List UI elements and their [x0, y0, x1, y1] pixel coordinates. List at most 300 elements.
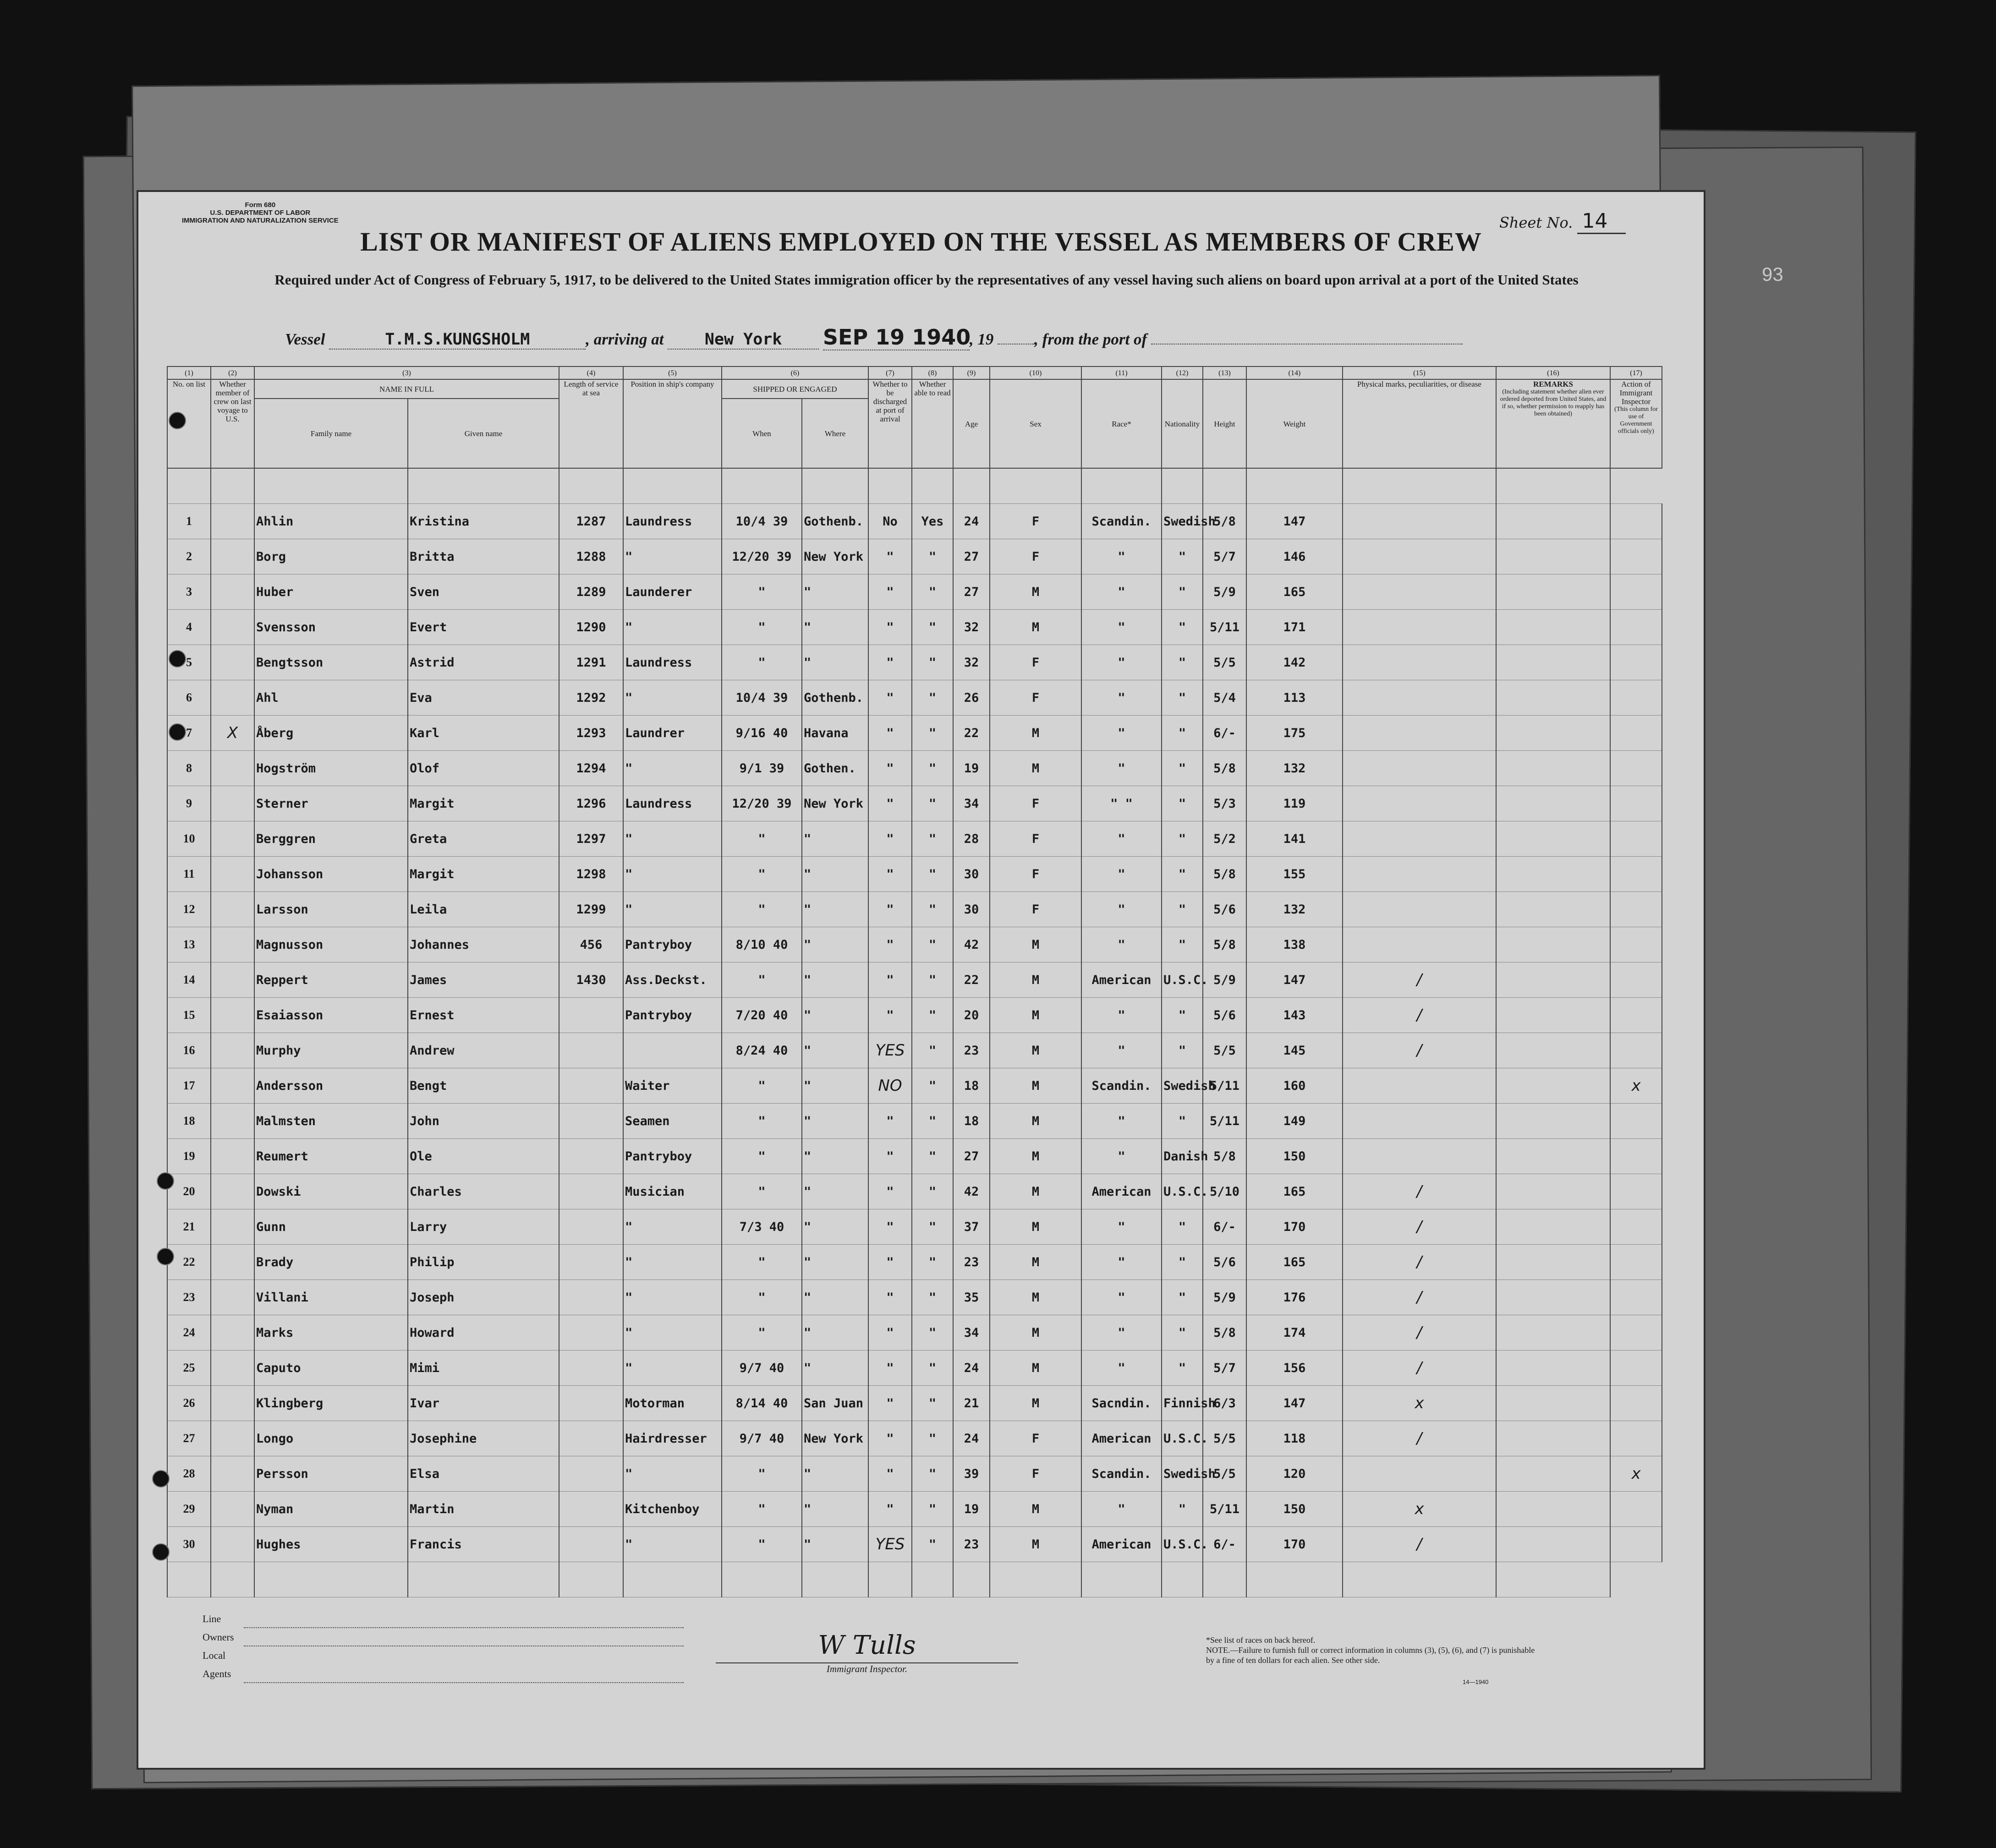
sex-cell: F — [990, 539, 1081, 574]
height-cell: 5/4 — [1203, 680, 1246, 716]
remarks-cell — [1496, 1174, 1610, 1209]
weight-cell: 175 — [1246, 716, 1343, 751]
able-to-read-cell: " — [912, 610, 953, 645]
position-cell: " — [623, 1315, 722, 1350]
table-row — [167, 962, 1662, 998]
row-number-cell: 10 — [167, 821, 211, 857]
inspector-action-cell — [1610, 1421, 1662, 1456]
remarks-cell — [1496, 892, 1610, 927]
service-length-cell: 1298 — [559, 857, 623, 892]
nationality-cell: " — [1162, 927, 1203, 962]
punch-hole — [169, 650, 186, 667]
crew-mark-cell — [211, 539, 254, 574]
height-cell: 6/- — [1203, 1209, 1246, 1245]
weight-cell: 147 — [1246, 504, 1343, 539]
position-cell: " — [623, 751, 722, 786]
given-name-cell: Sven — [408, 574, 559, 610]
physical-marks-cell — [1343, 1068, 1496, 1104]
nationality-cell: " — [1162, 1245, 1203, 1280]
row-number-cell: 28 — [167, 1456, 211, 1492]
discharged-cell: " — [868, 1280, 912, 1315]
engaged-where-cell: Gothen. — [802, 751, 868, 786]
engaged-where-cell: " — [802, 962, 868, 998]
col-length: Length of service at sea — [559, 379, 623, 468]
engaged-where-cell: " — [802, 1350, 868, 1386]
given-name-cell: Elsa — [408, 1456, 559, 1492]
crew-mark-cell — [211, 1280, 254, 1315]
able-to-read-cell: " — [912, 645, 953, 680]
race-cell: " — [1081, 716, 1162, 751]
service-length-cell: 1289 — [559, 574, 623, 610]
engaged-where-cell: " — [802, 1174, 868, 1209]
inspector-action-cell — [1610, 751, 1662, 786]
row-number-cell: 3 — [167, 574, 211, 610]
crew-mark-cell — [211, 680, 254, 716]
remarks-cell — [1496, 1068, 1610, 1104]
engaged-when-cell: 7/20 40 — [722, 998, 802, 1033]
row-number-cell: 30 — [167, 1527, 211, 1562]
race-cell: " — [1081, 1104, 1162, 1139]
race-cell: " — [1081, 1139, 1162, 1174]
service-length-cell: 1294 — [559, 751, 623, 786]
height-cell: 5/8 — [1203, 857, 1246, 892]
physical-marks-cell: x — [1343, 1386, 1496, 1421]
inspector-action-cell — [1610, 1245, 1662, 1280]
age-cell: 26 — [953, 680, 990, 716]
sex-cell: F — [990, 1456, 1081, 1492]
remarks-cell — [1496, 927, 1610, 962]
table-row — [167, 821, 1662, 857]
able-to-read-cell: " — [912, 680, 953, 716]
remarks-cell — [1496, 610, 1610, 645]
col-discharged: Whether to be discharged at port of arrival — [868, 379, 912, 468]
physical-marks-cell — [1343, 927, 1496, 962]
family-name-cell: Hughes — [254, 1527, 408, 1562]
punch-hole — [169, 412, 186, 429]
discharged-cell: " — [868, 716, 912, 751]
race-cell: " — [1081, 1209, 1162, 1245]
weight-cell: 120 — [1246, 1456, 1343, 1492]
sex-cell: M — [990, 574, 1081, 610]
crew-mark-cell — [211, 998, 254, 1033]
punch-hole — [152, 1470, 170, 1487]
able-to-read-cell: " — [912, 1315, 953, 1350]
given-name-cell: Ole — [408, 1139, 559, 1174]
able-to-read-cell: " — [912, 1139, 953, 1174]
row-number-cell: 4 — [167, 610, 211, 645]
inspector-action-cell — [1610, 1527, 1662, 1562]
family-name-cell: Hogström — [254, 751, 408, 786]
nationality-cell: " — [1162, 751, 1203, 786]
engaged-when-cell: " — [722, 962, 802, 998]
inspector-action-cell — [1610, 786, 1662, 821]
inspector-action-cell — [1610, 892, 1662, 927]
able-to-read-cell: " — [912, 751, 953, 786]
page-title: LIST OR MANIFEST OF ALIENS EMPLOYED ON THE VESSEL AS MEMBERS OF CREW — [360, 227, 1482, 257]
table-row — [167, 680, 1662, 716]
age-cell: 42 — [953, 927, 990, 962]
inspector-action-cell — [1610, 1174, 1662, 1209]
service-length-cell: 1292 — [559, 680, 623, 716]
row-number-cell: 8 — [167, 751, 211, 786]
discharged-cell: " — [868, 751, 912, 786]
table-row — [167, 998, 1662, 1033]
sex-cell: F — [990, 504, 1081, 539]
height-cell: 5/10 — [1203, 1174, 1246, 1209]
family-name-cell: Caputo — [254, 1350, 408, 1386]
sex-cell: F — [990, 892, 1081, 927]
family-name-cell: Marks — [254, 1315, 408, 1350]
discharged-cell: " — [868, 610, 912, 645]
age-cell: 18 — [953, 1068, 990, 1104]
able-to-read-cell: " — [912, 539, 953, 574]
crew-mark-cell — [211, 610, 254, 645]
physical-marks-cell: / — [1343, 1209, 1496, 1245]
remarks-cell — [1496, 1245, 1610, 1280]
race-cell: American — [1081, 1421, 1162, 1456]
height-cell: 5/8 — [1203, 504, 1246, 539]
sex-cell: F — [990, 645, 1081, 680]
family-name-cell: Borg — [254, 539, 408, 574]
sex-cell: M — [990, 1174, 1081, 1209]
height-cell: 5/8 — [1203, 1139, 1246, 1174]
discharged-cell: NO — [868, 1068, 912, 1104]
weight-cell: 145 — [1246, 1033, 1343, 1068]
row-number-cell: 13 — [167, 927, 211, 962]
table-row — [167, 645, 1662, 680]
physical-marks-cell — [1343, 504, 1496, 539]
position-cell: Laundress — [623, 786, 722, 821]
age-cell: 21 — [953, 1386, 990, 1421]
discharged-cell: " — [868, 680, 912, 716]
discharged-cell: No — [868, 504, 912, 539]
weight-cell: 132 — [1246, 892, 1343, 927]
discharged-cell: " — [868, 1104, 912, 1139]
weight-cell: 149 — [1246, 1104, 1343, 1139]
inspector-action-cell: x — [1610, 1456, 1662, 1492]
discharged-cell: " — [868, 1350, 912, 1386]
height-cell: 5/5 — [1203, 645, 1246, 680]
row-number-cell: 17 — [167, 1068, 211, 1104]
row-number-cell: 27 — [167, 1421, 211, 1456]
service-length-cell — [559, 1174, 623, 1209]
race-cell: " — [1081, 1280, 1162, 1315]
family-name-cell: Brady — [254, 1245, 408, 1280]
age-cell: 18 — [953, 1104, 990, 1139]
height-cell: 5/9 — [1203, 962, 1246, 998]
table-row — [167, 574, 1662, 610]
discharged-cell: " — [868, 857, 912, 892]
given-name-cell: Larry — [408, 1209, 559, 1245]
given-name-cell: Martin — [408, 1492, 559, 1527]
family-name-cell: Andersson — [254, 1068, 408, 1104]
crew-mark-cell — [211, 962, 254, 998]
age-cell: 24 — [953, 1421, 990, 1456]
engaged-when-cell: 9/1 39 — [722, 751, 802, 786]
crew-mark-cell: X — [211, 716, 254, 751]
engaged-when-cell: " — [722, 1068, 802, 1104]
engaged-when-cell: " — [722, 1315, 802, 1350]
arrival-port: New York — [668, 330, 819, 350]
nationality-cell: " — [1162, 539, 1203, 574]
table-row — [167, 1104, 1662, 1139]
discharged-cell: " — [868, 821, 912, 857]
nationality-cell: " — [1162, 786, 1203, 821]
discharged-cell: " — [868, 1245, 912, 1280]
weight-cell: 160 — [1246, 1068, 1343, 1104]
table-row — [167, 1350, 1662, 1386]
discharged-cell: YES — [868, 1033, 912, 1068]
inspector-action-cell — [1610, 645, 1662, 680]
discharged-cell: " — [868, 892, 912, 927]
crew-mark-cell — [211, 574, 254, 610]
spacer-row — [167, 468, 1662, 504]
weight-cell: 176 — [1246, 1280, 1343, 1315]
age-cell: 30 — [953, 857, 990, 892]
age-cell: 23 — [953, 1527, 990, 1562]
able-to-read-cell: " — [912, 1350, 953, 1386]
physical-marks-cell: / — [1343, 1350, 1496, 1386]
inspector-action-cell — [1610, 1280, 1662, 1315]
height-cell: 6/3 — [1203, 1386, 1246, 1421]
weight-cell: 165 — [1246, 1174, 1343, 1209]
crew-mark-cell — [211, 645, 254, 680]
col-action: Action of Immigrant Inspector (This column for use of Government officials only) — [1610, 379, 1662, 468]
age-cell: 42 — [953, 1174, 990, 1209]
remarks-cell — [1496, 1139, 1610, 1174]
engaged-when-cell: " — [722, 1245, 802, 1280]
age-cell: 22 — [953, 962, 990, 998]
table-row — [167, 610, 1662, 645]
table-row — [167, 716, 1662, 751]
inspector-action-cell — [1610, 1350, 1662, 1386]
header-group-row — [167, 379, 1662, 399]
weight-cell: 165 — [1246, 1245, 1343, 1280]
nationality-cell: Danish — [1162, 1139, 1203, 1174]
engaged-where-cell: New York — [802, 1421, 868, 1456]
age-cell: 27 — [953, 1139, 990, 1174]
position-cell: " — [623, 1350, 722, 1386]
service-length-cell — [559, 1209, 623, 1245]
nationality-cell: U.S.C. — [1162, 962, 1203, 998]
remarks-cell — [1496, 786, 1610, 821]
age-cell: 27 — [953, 539, 990, 574]
physical-marks-cell: / — [1343, 998, 1496, 1033]
physical-marks-cell — [1343, 786, 1496, 821]
given-name-cell: Johannes — [408, 927, 559, 962]
age-cell: 39 — [953, 1456, 990, 1492]
column-number-row: (1) (2) (3) (4) (5) (6) (7) (8) (9) (10) (11) (12) (13) (14) (15) (16) (17) — [167, 366, 1662, 379]
table-row — [167, 1386, 1662, 1421]
given-name-cell: Britta — [408, 539, 559, 574]
row-number-cell: 26 — [167, 1386, 211, 1421]
inspector-action-cell — [1610, 1315, 1662, 1350]
nationality-cell: " — [1162, 1104, 1203, 1139]
engaged-where-cell: " — [802, 574, 868, 610]
remarks-cell — [1496, 1350, 1610, 1386]
able-to-read-cell: " — [912, 857, 953, 892]
able-to-read-cell: " — [912, 1527, 953, 1562]
family-name-cell: Svensson — [254, 610, 408, 645]
given-name-cell: Margit — [408, 786, 559, 821]
service-length-cell — [559, 1245, 623, 1280]
inspector-action-cell — [1610, 680, 1662, 716]
given-name-cell: Astrid — [408, 645, 559, 680]
physical-marks-cell: / — [1343, 1527, 1496, 1562]
height-cell: 5/9 — [1203, 574, 1246, 610]
sex-cell: M — [990, 962, 1081, 998]
inspector-action-cell — [1610, 857, 1662, 892]
engaged-where-cell: Gothenb. — [802, 504, 868, 539]
engaged-when-cell: " — [722, 1527, 802, 1562]
engaged-where-cell: " — [802, 1245, 868, 1280]
row-number-cell: 29 — [167, 1492, 211, 1527]
sex-cell: M — [990, 927, 1081, 962]
footer-fields: Line Owners Local Agents — [203, 1610, 684, 1683]
race-cell: Scandin. — [1081, 504, 1162, 539]
discharged-cell: " — [868, 998, 912, 1033]
position-cell: Pantryboy — [623, 998, 722, 1033]
table-row — [167, 1315, 1662, 1350]
able-to-read-cell: Yes — [912, 504, 953, 539]
family-name-cell: Berggren — [254, 821, 408, 857]
col-sex: Sex — [990, 379, 1081, 468]
col-height: Height — [1203, 379, 1246, 468]
able-to-read-cell: " — [912, 892, 953, 927]
family-name-cell: Klingberg — [254, 1386, 408, 1421]
engaged-when-cell: " — [722, 1456, 802, 1492]
crew-mark-cell — [211, 1315, 254, 1350]
race-cell: " — [1081, 927, 1162, 962]
remarks-cell — [1496, 680, 1610, 716]
weight-cell: 146 — [1246, 539, 1343, 574]
engaged-where-cell: " — [802, 1527, 868, 1562]
able-to-read-cell: " — [912, 1174, 953, 1209]
nationality-cell: " — [1162, 1350, 1203, 1386]
row-number-cell: 18 — [167, 1104, 211, 1139]
sex-cell: F — [990, 821, 1081, 857]
able-to-read-cell: " — [912, 1209, 953, 1245]
physical-marks-cell: x — [1343, 1492, 1496, 1527]
engaged-when-cell: 10/4 39 — [722, 504, 802, 539]
weight-cell: 141 — [1246, 821, 1343, 857]
position-cell: Laundress — [623, 504, 722, 539]
row-number-cell: 12 — [167, 892, 211, 927]
service-length-cell — [559, 1280, 623, 1315]
crew-rows — [167, 468, 1662, 1597]
race-cell: " — [1081, 680, 1162, 716]
engaged-where-cell: " — [802, 1033, 868, 1068]
height-cell: 5/7 — [1203, 1350, 1246, 1386]
weight-cell: 174 — [1246, 1315, 1343, 1350]
position-cell: " — [623, 821, 722, 857]
height-cell: 5/11 — [1203, 1068, 1246, 1104]
weight-cell: 165 — [1246, 574, 1343, 610]
engaged-where-cell: " — [802, 610, 868, 645]
nationality-cell: Swedish — [1162, 504, 1203, 539]
col-age: Age — [953, 379, 990, 468]
age-cell: 23 — [953, 1033, 990, 1068]
family-name-cell: Huber — [254, 574, 408, 610]
race-cell: American — [1081, 1174, 1162, 1209]
physical-marks-cell — [1343, 751, 1496, 786]
given-name-cell: Philip — [408, 1245, 559, 1280]
able-to-read-cell: " — [912, 1280, 953, 1315]
nationality-cell: " — [1162, 998, 1203, 1033]
height-cell: 5/11 — [1203, 1492, 1246, 1527]
remarks-cell — [1496, 645, 1610, 680]
service-length-cell — [559, 998, 623, 1033]
engaged-when-cell: " — [722, 1492, 802, 1527]
engaged-where-cell: Gothenb. — [802, 680, 868, 716]
col-given-name: Given name — [408, 399, 559, 468]
table-row — [167, 539, 1662, 574]
height-cell: 5/5 — [1203, 1456, 1246, 1492]
inspector-action-cell — [1610, 539, 1662, 574]
able-to-read-cell: " — [912, 1456, 953, 1492]
able-to-read-cell: " — [912, 1492, 953, 1527]
nationality-cell: " — [1162, 574, 1203, 610]
crew-mark-cell — [211, 1209, 254, 1245]
engaged-where-cell: New York — [802, 786, 868, 821]
position-cell: " — [623, 680, 722, 716]
nationality-cell: Swedish — [1162, 1456, 1203, 1492]
sex-cell: M — [990, 1245, 1081, 1280]
family-name-cell: Johansson — [254, 857, 408, 892]
col-position: Position in ship's company — [623, 379, 722, 468]
given-name-cell: Howard — [408, 1315, 559, 1350]
engaged-where-cell: " — [802, 821, 868, 857]
family-name-cell: Longo — [254, 1421, 408, 1456]
remarks-cell — [1496, 1421, 1610, 1456]
sex-cell: M — [990, 1139, 1081, 1174]
row-number-cell: 21 — [167, 1209, 211, 1245]
race-cell: " — [1081, 857, 1162, 892]
height-cell: 5/11 — [1203, 610, 1246, 645]
nationality-cell: " — [1162, 645, 1203, 680]
service-length-cell: 1430 — [559, 962, 623, 998]
crew-mark-cell — [211, 927, 254, 962]
weight-cell: 170 — [1246, 1209, 1343, 1245]
discharged-cell: YES — [868, 1527, 912, 1562]
given-name-cell: Joseph — [408, 1280, 559, 1315]
table-row — [167, 1245, 1662, 1280]
sex-cell: F — [990, 1421, 1081, 1456]
physical-marks-cell: / — [1343, 1421, 1496, 1456]
given-name-cell: Evert — [408, 610, 559, 645]
physical-marks-cell: / — [1343, 1174, 1496, 1209]
inspector-action-cell — [1610, 962, 1662, 998]
given-name-cell: Olof — [408, 751, 559, 786]
height-cell: 5/7 — [1203, 539, 1246, 574]
family-name-cell: Magnusson — [254, 927, 408, 962]
weight-cell: 156 — [1246, 1350, 1343, 1386]
able-to-read-cell: " — [912, 962, 953, 998]
crew-mark-cell — [211, 751, 254, 786]
service-length-cell — [559, 1386, 623, 1421]
weight-cell: 150 — [1246, 1492, 1343, 1527]
engaged-where-cell: " — [802, 1068, 868, 1104]
family-name-cell: Murphy — [254, 1033, 408, 1068]
punch-hole — [157, 1172, 174, 1190]
engaged-when-cell: 8/14 40 — [722, 1386, 802, 1421]
table-row — [167, 1527, 1662, 1562]
age-cell: 28 — [953, 821, 990, 857]
weight-cell: 143 — [1246, 998, 1343, 1033]
engaged-where-cell: " — [802, 1139, 868, 1174]
able-to-read-cell: " — [912, 1033, 953, 1068]
position-cell: " — [623, 892, 722, 927]
